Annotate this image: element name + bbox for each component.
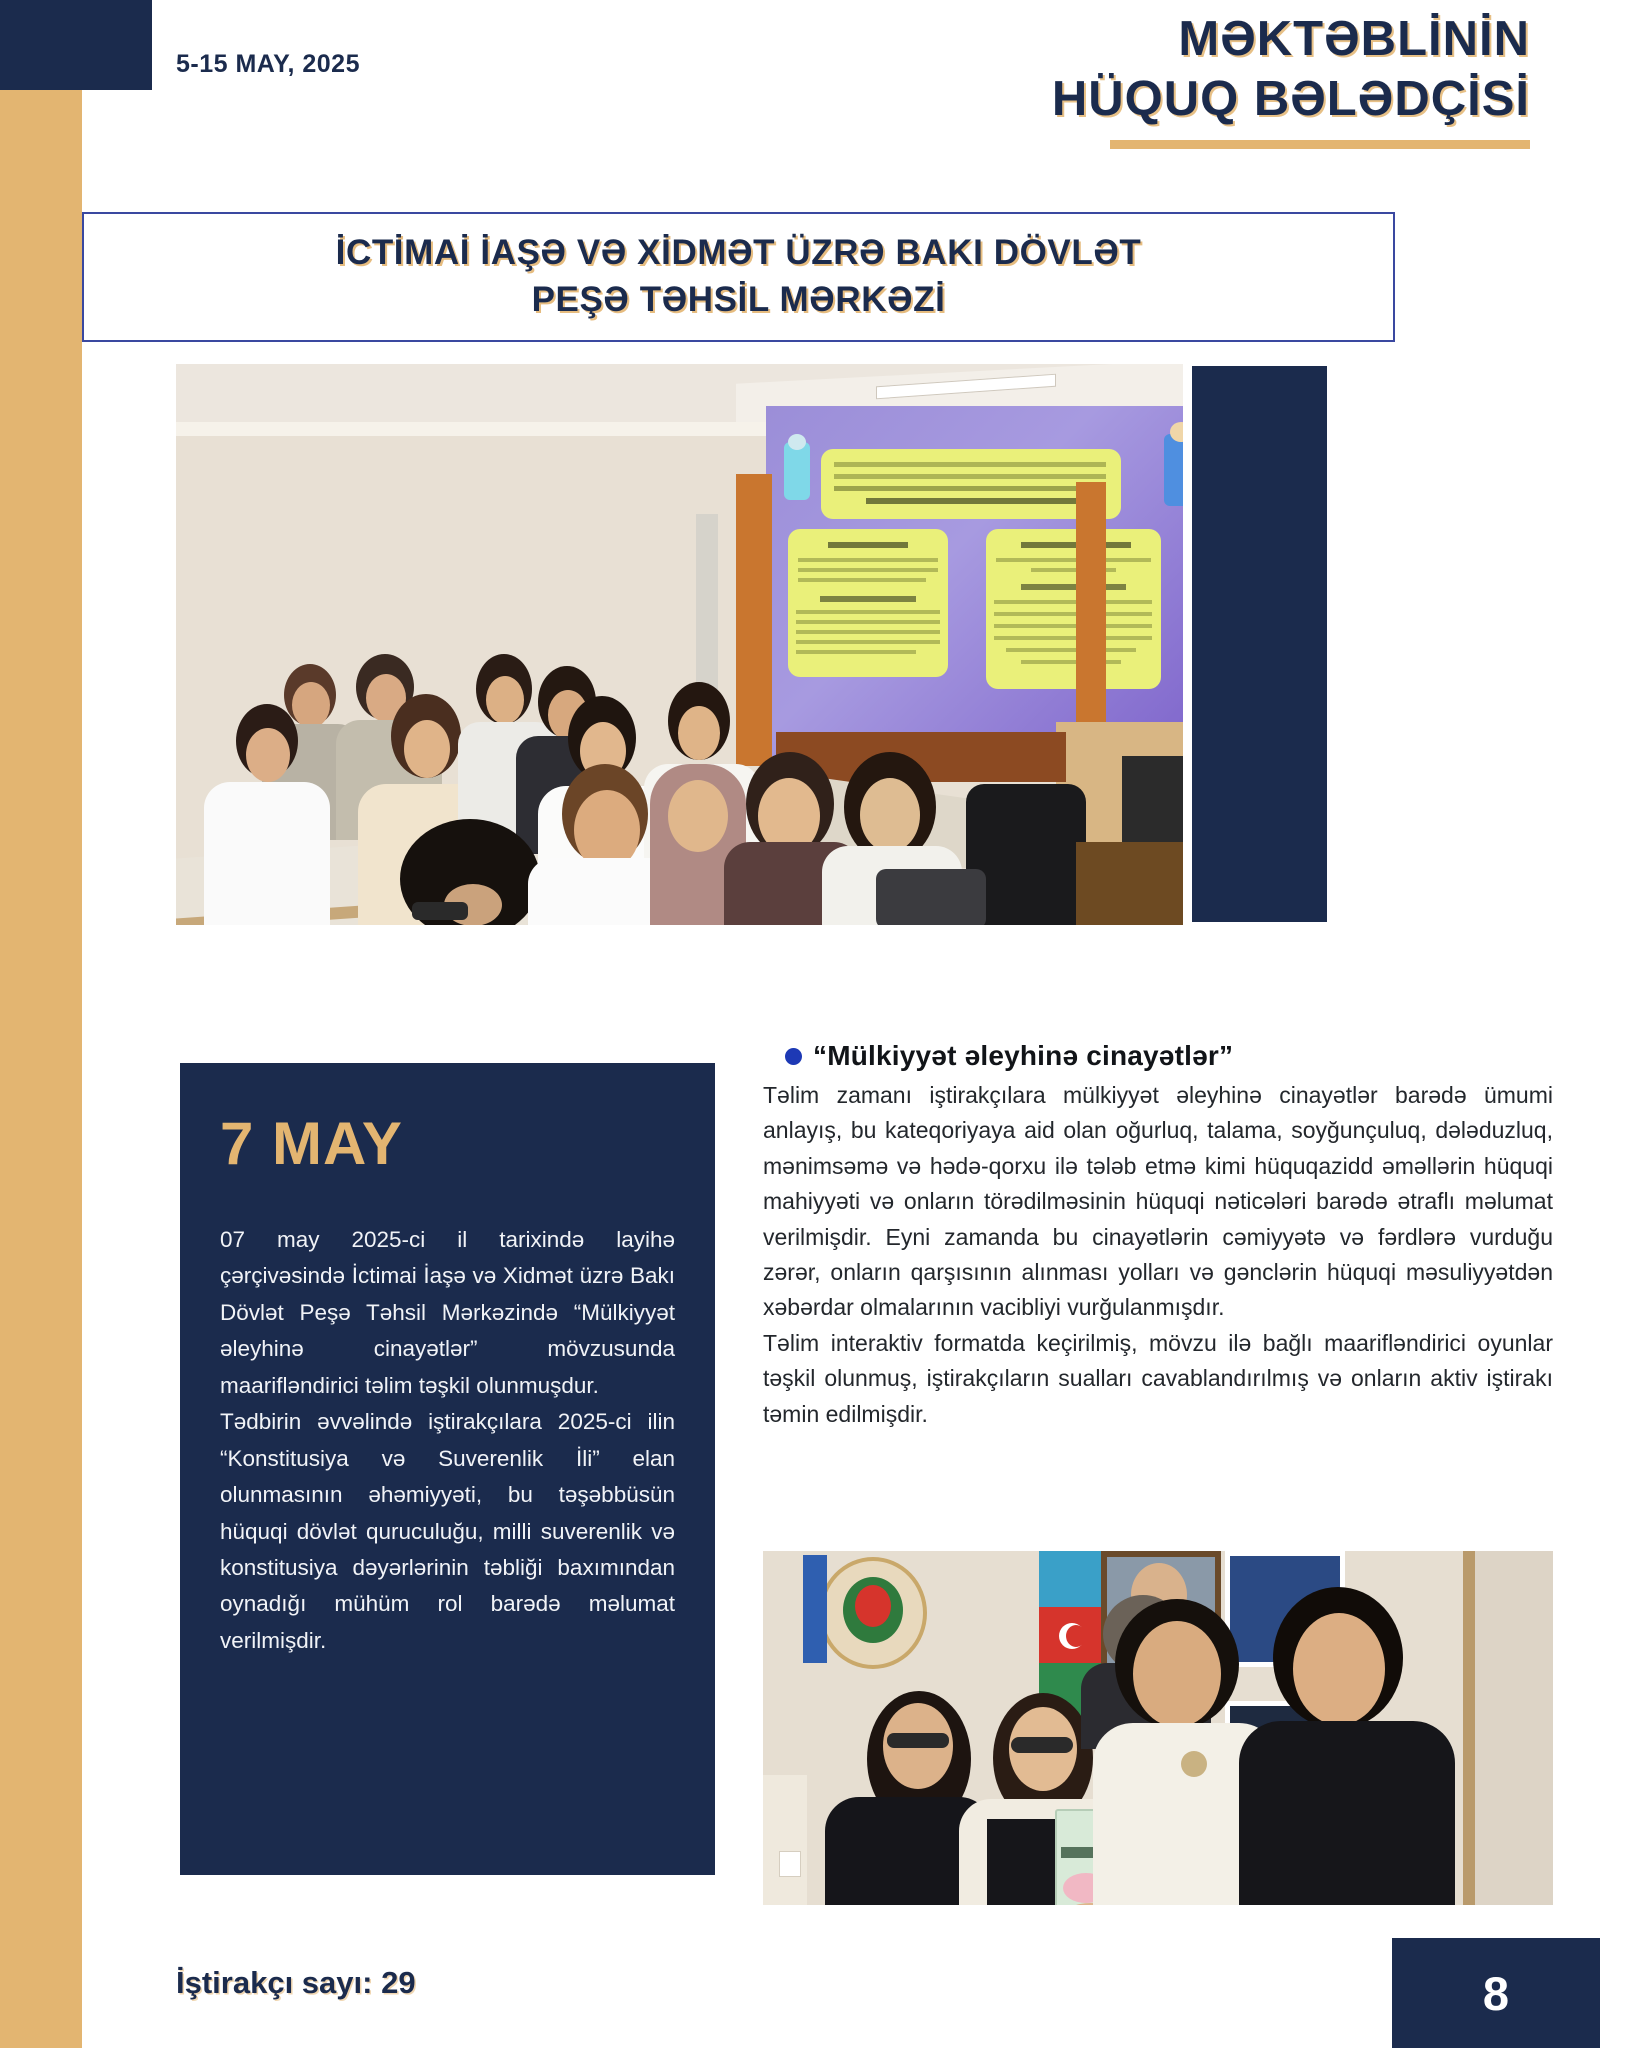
slide-text-line xyxy=(796,650,916,654)
light-switch xyxy=(779,1851,801,1877)
student-face xyxy=(860,778,920,852)
student-face xyxy=(678,706,720,760)
person-face xyxy=(1293,1613,1385,1725)
slide-prisoner-icon xyxy=(784,442,810,500)
glasses-icon xyxy=(412,902,468,920)
article-heading-row xyxy=(763,1040,1553,1072)
participants-count: İştirakçı sayı: 29 xyxy=(176,1965,416,2000)
slide-text-line xyxy=(1021,584,1126,590)
slide-text-line xyxy=(996,558,1151,562)
date-panel-paragraph-2: Tədbirin əvvəlində iştirakçılara 2025-ci ilin “Konstitusiya və Suverenlik İli” elan olunmasının əhəmiyyəti, bu təşəbbüsün hüquqi dövlət quruculuğu, milli suverenlik və konstitusiya dəyərlərinin təbliği baxımından oynadığı mühüm rol barədə məlumat verilmişdir. xyxy=(220,1409,675,1653)
student-face xyxy=(486,676,524,724)
chair-back xyxy=(876,869,986,925)
slide-text-line xyxy=(834,486,1106,491)
board-frame-post xyxy=(736,474,772,766)
slide-text-line xyxy=(1006,648,1136,652)
flag-crescent-cut xyxy=(1066,1625,1086,1647)
left-gold-side-bar xyxy=(0,90,82,2048)
slide-text-line xyxy=(994,636,1152,640)
slide-box-right xyxy=(986,529,1161,689)
page-number-box xyxy=(1392,1938,1600,2048)
masthead-gold-rule xyxy=(1110,140,1530,149)
emblem-ribbon xyxy=(803,1555,827,1663)
slide-text-line xyxy=(828,542,908,548)
wall-panel xyxy=(763,1775,807,1905)
slide-officer-icon xyxy=(1164,434,1183,506)
bullet-icon xyxy=(785,1048,802,1065)
slide-text-line xyxy=(796,630,940,634)
slide-text-line xyxy=(866,498,1076,504)
floor xyxy=(1076,842,1183,925)
date-panel-paragraph-1: 07 may 2025-ci il tarixində layihə çərçivəsində İctimai İaşə və Xidmət üzrə Bakı Dövlət Peşə Təhsil Mərkəzində “Mülkiyyət əleyhinə cinayətlər” mövzusunda maarifləndirici təlim təşkil olunmuşdur. xyxy=(220,1227,675,1398)
page-title-line-1: İCTİMAİ İAŞƏ VƏ XİDMƏT ÜZRƏ BAKI DÖVLƏT xyxy=(335,233,1142,273)
person-face xyxy=(1133,1621,1221,1727)
room-corner xyxy=(1469,1551,1553,1905)
slide-text-line xyxy=(796,610,940,614)
article-paragraph-2: Təlim interaktiv formatda keçirilmiş, mövzu ilə bağlı maarifləndirici oyunlar təşkil olunmuş, iştirakçıların sualları cavablandırılmış və onların aktiv iştirakı təmin edilmişdir. xyxy=(763,1329,1553,1427)
student-face xyxy=(246,728,290,782)
group-photo-scene xyxy=(763,1551,1553,1905)
slide-text-line xyxy=(798,558,938,562)
slide-prisoner-head xyxy=(788,434,806,450)
slide-text-line xyxy=(796,640,940,644)
slide-text-line xyxy=(834,462,1106,467)
article-column xyxy=(763,1040,1553,1432)
slide-text-line xyxy=(834,474,1106,479)
student-body-white-shirt xyxy=(204,782,330,925)
page-title-line-2: PEŞƏ TƏHSİL MƏRKƏZİ xyxy=(531,280,946,319)
slide-box-left xyxy=(788,529,948,677)
slide-text-line xyxy=(994,612,1152,616)
slide-text-line xyxy=(796,620,940,624)
article-heading: “Mülkiyyət əleyhinə cinayətlər” xyxy=(813,1040,1234,1071)
corner-navy-block xyxy=(0,0,152,90)
page-number: 8 xyxy=(1482,1966,1510,2020)
page-title-box xyxy=(82,212,1395,342)
emblem-center xyxy=(855,1585,891,1627)
slide-text-line xyxy=(798,578,926,582)
event-date-label: 7 MAY xyxy=(220,1110,403,1177)
student-face xyxy=(668,780,728,852)
masthead-line-1: MƏKTƏBLİNİN xyxy=(1178,12,1530,66)
masthead-line-2: HÜQUQ BƏLƏDÇİSİ xyxy=(1051,71,1530,126)
slide-text-line xyxy=(1021,660,1121,664)
glasses-icon xyxy=(887,1733,949,1748)
speaker xyxy=(1122,756,1183,851)
glasses-icon xyxy=(1011,1737,1073,1753)
student-face xyxy=(404,720,450,778)
slide-text-line xyxy=(798,568,938,572)
person-body-black-shirt xyxy=(1239,1721,1455,1905)
slide-text-line xyxy=(820,596,916,602)
polo-badge xyxy=(1181,1751,1207,1777)
slide-text-line xyxy=(994,600,1152,604)
classroom-training-photo xyxy=(176,364,1183,925)
issue-date: 5-15 MAY, 2025 xyxy=(176,50,360,78)
group-photo xyxy=(763,1551,1553,1905)
masthead xyxy=(1052,10,1530,149)
wall-edge-trim xyxy=(1463,1551,1475,1905)
navy-accent-block xyxy=(1192,366,1327,922)
classroom-scene xyxy=(176,364,1183,925)
page-title xyxy=(336,230,1142,323)
slide-text-line xyxy=(994,624,1152,628)
article-paragraph-1: Təlim zamanı iştirakçılara mülkiyyət əleyhinə cinayətlər barədə ümumi anlayış, bu kateqoriyaya aid olan oğurluq, talama, soyğunçuluq, dələduzluq, mənimsəmə və hədə-qorxu ilə tələb etmə kimi hüquqazidd əməllərin hüquqi mahiyyəti və onların törədilməsinin hüquqi nəticələri barədə ətraflı məlumat verilmişdir. Eyni zamanda bu cinayətlərin cəmiyyətə və fərdlərə vurduğu zərər, onların qarşısının alınması yolları və gənclərin hüquqi məsuliyyətdən xəbərdar olmalarının vacibliyi vurğulanmışdır. xyxy=(763,1082,1553,1321)
student-face xyxy=(292,682,330,728)
date-panel xyxy=(180,1063,715,1875)
